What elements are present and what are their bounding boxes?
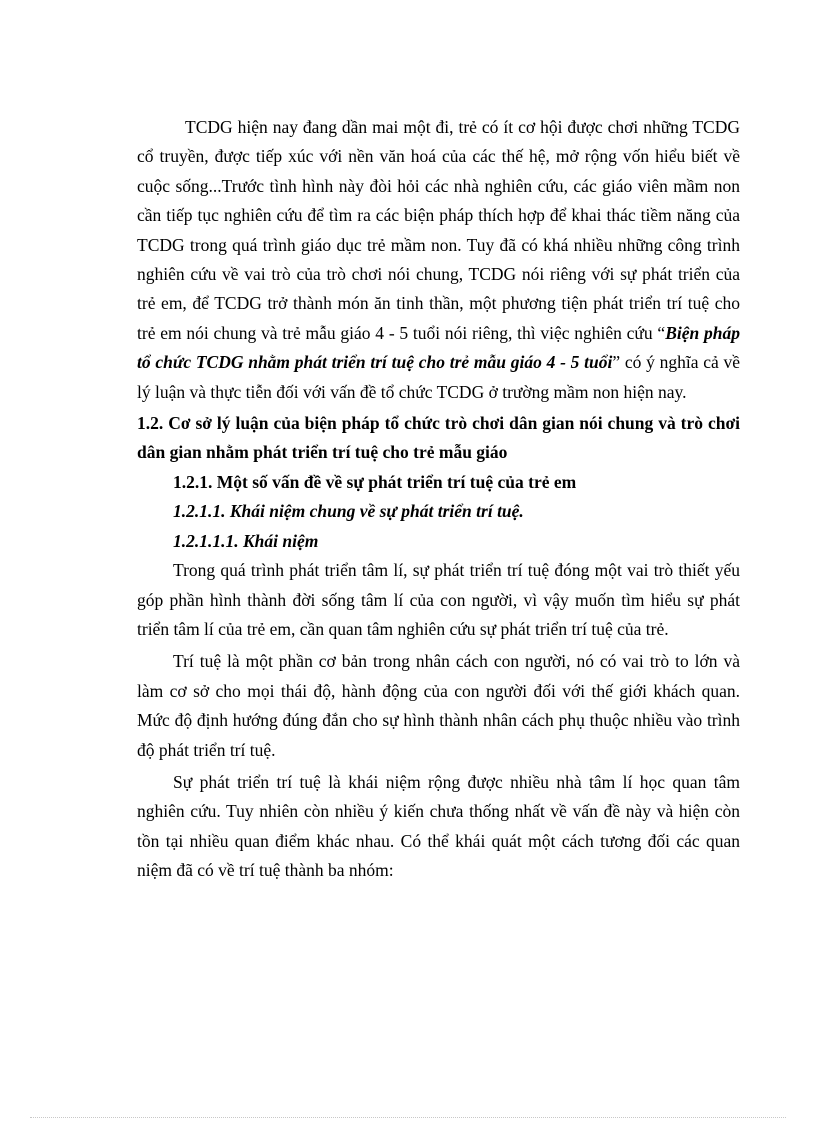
document-body (137, 113, 740, 886)
body-paragraph-intellect-role: Trong quá trình phát triển tâm lí, sự phát triển trí tuệ đóng một vai trò thiết yếu góp phần hình thành đời sống tâm lí của con người, vì vậy muốn tìm hiểu sự phát triển tâm lí của trẻ em, cần quan tâm nghiên cứu sự phát triển trí tuệ của trẻ. (137, 560, 740, 639)
intro-paragraph-text: TCDG hiện nay đang dần mai một đi, trẻ có ít cơ hội được chơi những TCDG cổ truyền, được tiếp xúc với nền văn hoá của các thế hệ, mở rộng vốn hiểu biết về cuộc sống...Trước tình hình này đòi hỏi các nhà nghiên cứu, các giáo viên mầm non cần tiếp tục nghiên cứu để tìm ra các biện pháp thích hợp để khai thác tiềm năng của TCDG trong quá trình giáo dục trẻ mầm non. Tuy đã có khá nhiều những công trình nghiên cứu về vai trò của trò chơi nói chung, TCDG nói riêng với sự phát triển của trẻ em, để TCDG trở thành món ăn tinh thần, một phương tiện phát triển trí tuệ cho trẻ em nói chung và trẻ mẫu giáo 4 - 5 tuổi nói riêng, thì việc nghiên cứu “ (137, 117, 740, 343)
body-paragraph-intellect-views: Sự phát triển trí tuệ là khái niệm rộng được nhiều nhà tâm lí học quan tâm nghiên cứu. Tuy nhiên còn nhiều ý kiến chưa thống nhất về vấn đề này và hiện còn tồn tại nhiều quan điểm khác nhau. Có thể khái quát một cách tương đối các quan niệm đã có về trí tuệ thành ba nhóm: (137, 771, 740, 881)
section-heading-1-2: 1.2. Cơ sở lý luận của biện pháp tổ chức trò chơi dân gian nói chung và trò chơi dân gian nhằm phát triển trí tuệ cho trẻ mẫu giáo (137, 413, 740, 463)
section-heading-1-2-1-1-1: 1.2.1.1.1. Khái niệm (173, 530, 319, 551)
intro-paragraph-tail: ” có ý nghĩa cả về lý luận và thực tiễn đối với vấn đề tổ chức TCDG ở trường mầm non hiện nay. (137, 352, 740, 402)
section-heading-1-2-1-1: 1.2.1.1. Khái niệm chung về sự phát triển trí tuệ. (173, 501, 524, 522)
page-bottom-border (30, 1117, 786, 1118)
body-paragraph-intellect-definition: Trí tuệ là một phần cơ bản trong nhân cách con người, nó có vai trò to lớn và làm cơ sở cho mọi thái độ, hành động của con người đối với thế giới khách quan. Mức độ định hướng đúng đắn cho sự hình thành nhân cách phụ thuộc nhiều vào trình độ phát triển trí tuệ. (137, 651, 740, 760)
section-heading-1-2-1: 1.2.1. Một số vấn đề về sự phát triển trí tuệ của trẻ em (173, 471, 577, 492)
intro-paragraph (137, 113, 740, 407)
research-title-emphasis: Biện pháp tổ chức TCDG nhằm phát triển trí tuệ cho trẻ mẫu giáo 4 - 5 tuổi (137, 322, 740, 373)
